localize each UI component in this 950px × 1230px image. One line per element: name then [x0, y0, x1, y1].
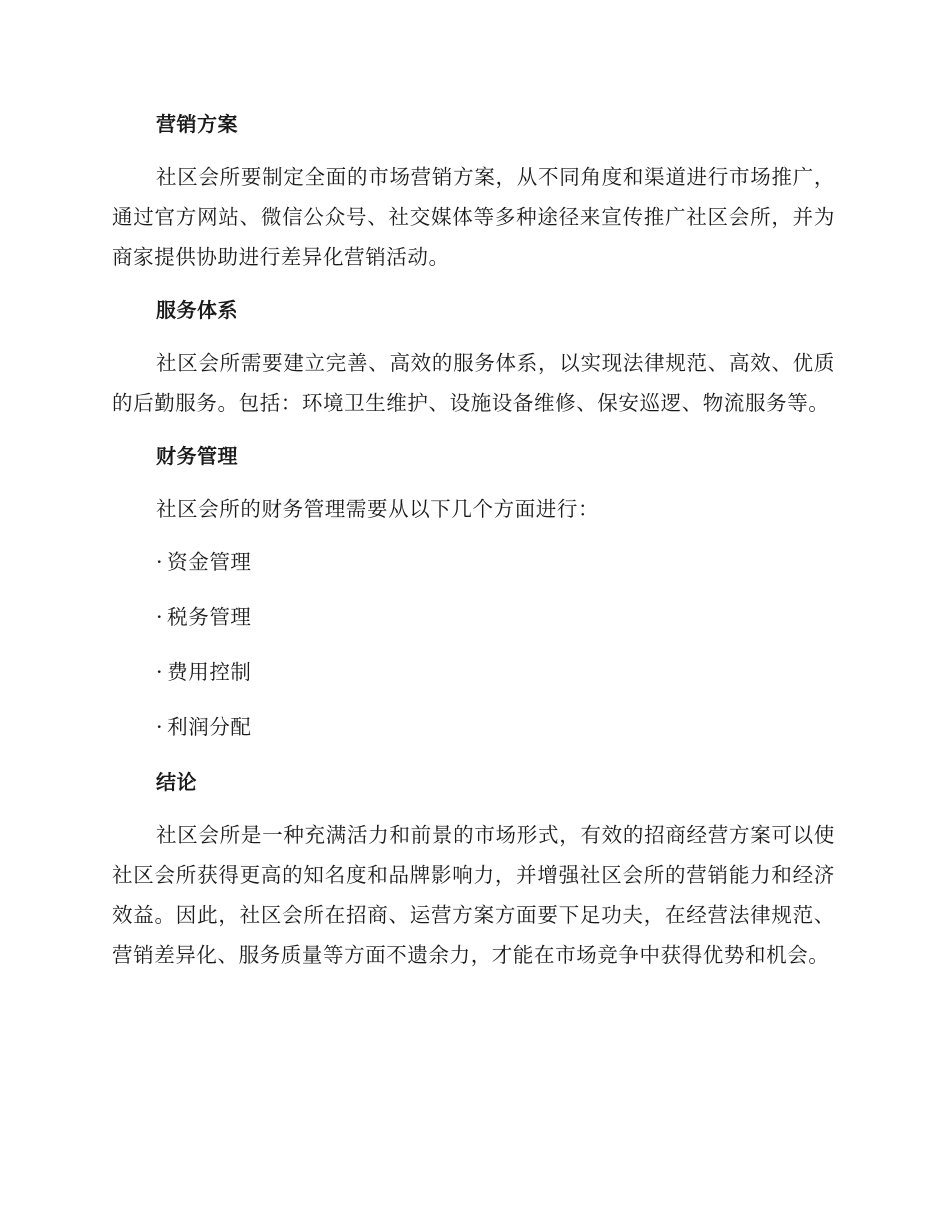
section-paragraph-conclusion: 社区会所是一种充满活力和前景的市场形式，有效的招商经营方案可以使社区会所获得更高的知名度和品牌影响力，并增强社区会所的营销能力和经济效益。因此，社区会所在招商、运营方案方面要下足功夫，在经营法律规范、营销差异化、服务质量等方面不遗余力，才能在市场竞争中获得优势和机会。: [112, 823, 835, 967]
list-item: [112, 542, 835, 582]
list-item: [112, 597, 835, 637]
list-item-label: 利润分配: [167, 715, 252, 739]
section-heading-marketing: 营销方案: [156, 112, 238, 136]
bullet-mark: ·: [156, 660, 164, 684]
list-item-label: 费用控制: [167, 660, 252, 684]
section-paragraph-marketing: 社区会所要制定全面的市场营销方案，从不同角度和渠道进行市场推广，通过官方网站、微信公众号、社交媒体等多种途径来宣传推广社区会所，并为商家提供协助进行差异化营销活动。: [112, 165, 835, 269]
section-heading-conclusion: 结论: [156, 770, 197, 794]
section-paragraph-finance: 社区会所的财务管理需要从以下几个方面进行：: [156, 497, 600, 521]
section-paragraph-service: 社区会所需要建立完善、高效的服务体系，以实现法律规范、高效、优质的后勤服务。包括：环境卫生维护、设施设备维修、保安巡逻、物流服务等。: [112, 351, 835, 415]
list-item: [112, 652, 835, 692]
list-item: [112, 707, 835, 747]
list-item-label: 资金管理: [167, 550, 252, 574]
section-heading-finance: 财务管理: [156, 444, 238, 468]
bullet-mark: ·: [156, 550, 164, 574]
bullet-mark: ·: [156, 715, 164, 739]
section-heading-service: 服务体系: [156, 298, 238, 322]
list-item-label: 税务管理: [167, 605, 252, 629]
bullet-mark: ·: [156, 605, 164, 629]
